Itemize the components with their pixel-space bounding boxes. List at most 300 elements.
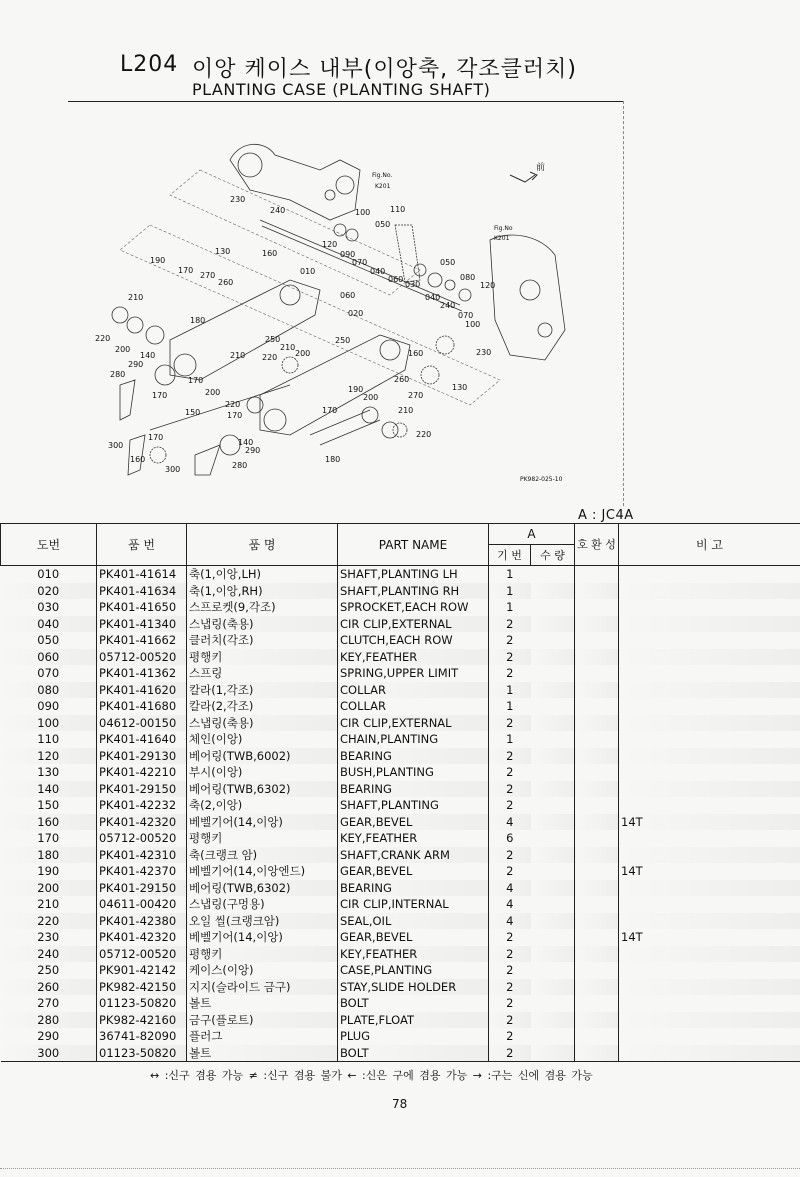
cell-empty	[531, 1028, 575, 1045]
svg-text:170: 170	[152, 391, 168, 400]
svg-text:210: 210	[398, 406, 414, 415]
cell-no: 130	[1, 764, 97, 781]
cell-name-en: KEY,FEATHER	[338, 946, 489, 963]
cell-remarks	[619, 880, 800, 897]
cell-qty: 2	[506, 1029, 514, 1043]
cell-no: 240	[1, 946, 97, 963]
cell-empty	[575, 748, 619, 765]
cell-name-kr: 평행키	[187, 946, 338, 963]
cell-empty	[575, 632, 619, 649]
cell-empty	[575, 665, 619, 682]
cell-empty	[575, 847, 619, 864]
page-number: 78	[392, 1097, 408, 1111]
cell-remarks	[619, 616, 800, 633]
cell-qty: 6	[506, 831, 514, 845]
cell-name-kr: 평행키	[187, 649, 338, 666]
cell-empty	[575, 995, 619, 1012]
cell-part-no: PK982-42150	[97, 979, 187, 996]
cell-empty	[575, 715, 619, 732]
interchange-legend: ↔ :신구 겸용 가능 ≠ :신구 겸용 불가 ← :신은 구에 겸용 가능 → :구는 신에 겸용 가능	[150, 1069, 593, 1082]
cell-name-en: SHAFT,CRANK ARM	[338, 847, 489, 864]
cell-name-en: KEY,FEATHER	[338, 649, 489, 666]
table-row	[1, 616, 800, 633]
cell-remarks	[619, 698, 800, 715]
cell-no: 290	[1, 1028, 97, 1045]
cell-part-no: 01123-50820	[97, 995, 187, 1012]
cell-no: 190	[1, 863, 97, 880]
cell-name-en: CIR CLIP,EXTERNAL	[338, 616, 489, 633]
cell-name-kr: 베어링(TWB,6002)	[187, 748, 338, 765]
figno-label-2: Fig.No	[494, 225, 513, 232]
cell-empty	[531, 946, 575, 963]
cell-name-kr: 스냅링(축용)	[187, 715, 338, 732]
header-item-no: 도번	[1, 524, 97, 566]
table-row	[1, 731, 800, 748]
svg-text:090: 090	[340, 250, 356, 259]
cell-empty	[575, 1028, 619, 1045]
cell-qty: 2	[489, 649, 531, 666]
cell-name-kr: 플러그	[187, 1028, 338, 1045]
svg-text:060: 060	[388, 275, 404, 284]
cell-no: 100	[1, 715, 97, 732]
cell-name-kr: 평행키	[187, 830, 338, 847]
svg-text:250: 250	[335, 336, 351, 345]
figno-ref-2: K201	[494, 235, 510, 242]
cell-name-en: BEARING	[338, 880, 489, 897]
table-row	[1, 1028, 800, 1045]
cell-part-no: 05712-00520	[97, 649, 187, 666]
cell-remarks: 14T	[619, 814, 800, 831]
cell-empty	[575, 896, 619, 913]
svg-text:140: 140	[238, 438, 254, 447]
cell-part-no: PK401-42370	[97, 863, 187, 880]
cell-no: 120	[1, 748, 97, 765]
cell-empty	[575, 616, 619, 633]
cell-no: 070	[1, 665, 97, 682]
svg-text:290: 290	[245, 446, 261, 455]
cell-qty: 2	[489, 748, 531, 765]
table-row	[1, 748, 800, 765]
cell-empty	[531, 995, 575, 1012]
table-row	[1, 880, 800, 897]
cell-remarks	[619, 583, 800, 600]
cell-empty	[575, 814, 619, 831]
svg-text:200: 200	[363, 393, 379, 402]
cell-part-no: PK401-42380	[97, 913, 187, 930]
svg-text:130: 130	[452, 383, 468, 392]
table-row	[1, 929, 800, 946]
cell-name-kr: 지지(슬라이드 금구)	[187, 979, 338, 996]
svg-text:240: 240	[270, 206, 286, 215]
cell-no: 300	[1, 1045, 97, 1062]
cell-qty: 2	[489, 1012, 531, 1029]
cell-name-kr: 칼라(1,각조)	[187, 682, 338, 699]
figno-label-1: Fig.No.	[372, 172, 393, 179]
cell-part-no: PK401-41650	[97, 599, 187, 616]
cell-no: 160	[1, 814, 97, 831]
cell-qty: 4	[489, 814, 531, 831]
cell-empty	[575, 979, 619, 996]
cell-empty	[531, 781, 575, 798]
table-row	[1, 797, 800, 814]
cell-name-en: BOLT	[338, 995, 489, 1012]
cell-name-kr: 축(1,이앙,RH)	[187, 583, 338, 600]
cell-empty	[531, 682, 575, 699]
svg-text:280: 280	[110, 370, 126, 379]
cell-remarks	[619, 979, 800, 996]
cell-empty	[531, 1045, 575, 1062]
table-row	[1, 682, 800, 699]
cell-name-kr: 축(2,이앙)	[187, 797, 338, 814]
cell-empty	[575, 913, 619, 930]
svg-text:070: 070	[352, 258, 368, 267]
cell-qty: 2	[506, 765, 514, 779]
table-row	[1, 896, 800, 913]
cell-name-kr: 축(1,이앙,LH)	[187, 566, 338, 583]
cell-name-en: BEARING	[338, 781, 489, 798]
cell-name-kr: 베어링(TWB,6302)	[187, 781, 338, 798]
cell-part-no: 04611-00420	[97, 896, 187, 913]
cell-empty	[531, 764, 575, 781]
cell-name-en: SHAFT,PLANTING LH	[338, 566, 489, 583]
table-row	[1, 1045, 800, 1062]
cell-qty: 2	[506, 666, 514, 680]
cell-no: 050	[1, 632, 97, 649]
svg-text:180: 180	[325, 455, 341, 464]
cell-qty: 2	[506, 963, 514, 977]
table-row	[1, 566, 800, 583]
cell-name-kr: 볼트	[187, 1045, 338, 1062]
svg-text:140: 140	[140, 351, 156, 360]
parts-table-body	[1, 566, 800, 1062]
header-divider	[68, 101, 624, 102]
svg-text:240: 240	[440, 301, 456, 310]
cell-empty	[531, 830, 575, 847]
cell-name-en: SPROCKET,EACH ROW	[338, 599, 489, 616]
svg-text:190: 190	[348, 385, 364, 394]
cell-empty	[531, 929, 575, 946]
cell-name-en: KEY,FEATHER	[338, 830, 489, 847]
svg-text:200: 200	[295, 349, 311, 358]
cell-name-en: SHAFT,PLANTING RH	[338, 583, 489, 600]
table-row	[1, 781, 800, 798]
table-row	[1, 979, 800, 996]
cell-part-no: PK401-42232	[97, 797, 187, 814]
parts-table	[0, 523, 800, 1062]
cell-remarks	[619, 1012, 800, 1029]
header-interchange: 호 환 성	[575, 524, 619, 566]
cell-empty	[575, 731, 619, 748]
figno-ref-1: K201	[375, 183, 391, 190]
cell-no: 010	[1, 566, 97, 583]
cell-name-en: GEAR,BEVEL	[338, 929, 489, 946]
cell-empty	[531, 748, 575, 765]
cell-name-kr: 부시(이앙)	[187, 764, 338, 781]
svg-text:170: 170	[188, 376, 204, 385]
table-row	[1, 599, 800, 616]
table-row	[1, 962, 800, 979]
cell-qty: 2	[506, 996, 514, 1010]
cell-name-kr: 스냅링(구멍용)	[187, 896, 338, 913]
svg-text:170: 170	[178, 266, 194, 275]
cell-no: 200	[1, 880, 97, 897]
cell-name-kr: 베벨기어(14,이앙)	[187, 929, 338, 946]
table-row	[1, 830, 800, 847]
cell-empty	[575, 583, 619, 600]
cell-no: 220	[1, 913, 97, 930]
cell-empty	[531, 913, 575, 930]
table-row	[1, 995, 800, 1012]
cell-empty	[531, 979, 575, 996]
cell-part-no: PK401-41640	[97, 731, 187, 748]
svg-text:230: 230	[230, 195, 246, 204]
cell-no: 080	[1, 682, 97, 699]
diagram-reference-code: PK982-025-10	[520, 476, 563, 483]
section-code: L204	[120, 52, 179, 77]
svg-text:220: 220	[416, 430, 432, 439]
cell-remarks	[619, 781, 800, 798]
table-row	[1, 649, 800, 666]
cell-qty: 4	[489, 913, 531, 930]
cell-no: 140	[1, 781, 97, 798]
cell-qty: 1	[506, 600, 514, 614]
svg-text:100: 100	[355, 208, 371, 217]
header-qty-basic: 기 번	[489, 545, 531, 566]
cell-name-kr: 베어링(TWB,6302)	[187, 880, 338, 897]
cell-empty	[531, 962, 575, 979]
svg-text:040: 040	[425, 293, 441, 302]
cell-part-no: 36741-82090	[97, 1028, 187, 1045]
cell-empty	[531, 847, 575, 864]
cell-remarks	[619, 731, 800, 748]
cell-part-no: PK401-41614	[97, 566, 187, 583]
cell-name-en: COLLAR	[338, 682, 489, 699]
cell-empty	[531, 715, 575, 732]
svg-text:010: 010	[300, 267, 316, 276]
cell-empty	[531, 583, 575, 600]
cell-name-en: BUSH,PLANTING	[338, 764, 489, 781]
svg-text:160: 160	[130, 455, 146, 464]
svg-text:210: 210	[280, 343, 296, 352]
cell-part-no: PK401-41680	[97, 698, 187, 715]
cell-part-no: PK401-29130	[97, 748, 187, 765]
cell-empty	[531, 814, 575, 831]
exploded-parts-diagram	[90, 130, 600, 490]
table-row	[1, 632, 800, 649]
cell-remarks	[619, 962, 800, 979]
cell-name-kr: 스프링	[187, 665, 338, 682]
cell-empty	[575, 566, 619, 583]
cell-remarks	[619, 665, 800, 682]
cell-qty: 1	[489, 583, 531, 600]
cell-qty: 4	[506, 897, 514, 911]
svg-text:300: 300	[165, 465, 181, 474]
svg-text:160: 160	[408, 349, 424, 358]
svg-text:290: 290	[128, 360, 144, 369]
cell-empty	[531, 896, 575, 913]
cell-part-no: PK401-41662	[97, 632, 187, 649]
cell-no: 170	[1, 830, 97, 847]
cell-part-no: PK401-41620	[97, 682, 187, 699]
cell-qty: 1	[489, 682, 531, 699]
svg-text:220: 220	[95, 334, 111, 343]
cell-name-en: CIR CLIP,INTERNAL	[338, 896, 489, 913]
svg-text:050: 050	[440, 258, 456, 267]
cell-empty	[531, 616, 575, 633]
cell-name-en: GEAR,BEVEL	[338, 814, 489, 831]
cell-qty: 2	[489, 616, 531, 633]
header-group-a: A	[489, 524, 575, 545]
svg-text:270: 270	[200, 271, 216, 280]
cell-no: 210	[1, 896, 97, 913]
svg-text:260: 260	[394, 375, 410, 384]
cell-empty	[531, 880, 575, 897]
cell-remarks	[619, 715, 800, 732]
cell-empty	[575, 863, 619, 880]
cell-name-kr: 체인(이앙)	[187, 731, 338, 748]
cell-qty: 2	[489, 715, 531, 732]
table-row	[1, 1012, 800, 1029]
cell-name-en: PLATE,FLOAT	[338, 1012, 489, 1029]
cell-no: 040	[1, 616, 97, 633]
cell-empty	[531, 632, 575, 649]
svg-text:170: 170	[322, 406, 338, 415]
cell-name-kr: 케이스(이앙)	[187, 962, 338, 979]
cell-remarks	[619, 797, 800, 814]
cell-qty: 2	[506, 864, 514, 878]
cell-qty: 4	[489, 880, 531, 897]
svg-text:120: 120	[322, 240, 338, 249]
model-note: A : JC4A	[578, 508, 634, 523]
table-row	[1, 863, 800, 880]
header-remarks: 비 고	[619, 524, 800, 566]
header-name-en: PART NAME	[338, 524, 489, 566]
svg-text:120: 120	[480, 281, 496, 290]
cell-empty	[531, 731, 575, 748]
cell-name-en: PLUG	[338, 1028, 489, 1045]
cell-part-no: PK401-42320	[97, 814, 187, 831]
cell-part-no: 01123-50820	[97, 1045, 187, 1062]
cell-no: 030	[1, 599, 97, 616]
cell-remarks	[619, 682, 800, 699]
bottom-edge	[0, 1168, 800, 1169]
cell-name-kr: 스프로켓(9,각조)	[187, 599, 338, 616]
cell-name-kr: 베벨기어(14,이앙엔드)	[187, 863, 338, 880]
cell-no: 250	[1, 962, 97, 979]
cell-no: 230	[1, 929, 97, 946]
svg-text:070: 070	[458, 311, 474, 320]
cell-part-no: PK401-42320	[97, 929, 187, 946]
svg-text:300: 300	[108, 441, 124, 450]
cell-qty: 2	[506, 930, 514, 944]
svg-text:270: 270	[408, 391, 424, 400]
cell-name-en: GEAR,BEVEL	[338, 863, 489, 880]
cell-no: 060	[1, 649, 97, 666]
cell-remarks	[619, 1045, 800, 1062]
svg-text:150: 150	[185, 408, 201, 417]
cell-remarks	[619, 632, 800, 649]
cell-empty	[575, 929, 619, 946]
cell-empty	[531, 566, 575, 583]
cell-empty	[531, 649, 575, 666]
cell-name-kr: 오일 씰(크랭크암)	[187, 913, 338, 930]
cell-qty: 1	[506, 732, 514, 746]
cell-name-en: CIR CLIP,EXTERNAL	[338, 715, 489, 732]
cell-no: 150	[1, 797, 97, 814]
cell-part-no: PK401-41634	[97, 583, 187, 600]
cell-name-en: SPRING,UPPER LIMIT	[338, 665, 489, 682]
cell-remarks	[619, 649, 800, 666]
cell-remarks	[619, 847, 800, 864]
svg-text:250: 250	[265, 335, 281, 344]
cell-name-kr: 금구(플로트)	[187, 1012, 338, 1029]
table-row	[1, 665, 800, 682]
svg-text:190: 190	[150, 256, 166, 265]
cell-empty	[575, 649, 619, 666]
cell-name-en: BEARING	[338, 748, 489, 765]
cell-name-en: STAY,SLIDE HOLDER	[338, 979, 489, 996]
svg-text:280: 280	[232, 461, 248, 470]
svg-text:130: 130	[215, 247, 231, 256]
cell-no: 090	[1, 698, 97, 715]
svg-text:020: 020	[348, 309, 364, 318]
svg-text:210: 210	[230, 351, 246, 360]
svg-text:060: 060	[340, 291, 356, 300]
cell-empty	[575, 830, 619, 847]
cell-part-no: PK401-29150	[97, 880, 187, 897]
cell-part-no: PK901-42142	[97, 962, 187, 979]
cell-part-no: PK401-29150	[97, 781, 187, 798]
cell-name-kr: 스냅링(축용)	[187, 616, 338, 633]
cell-name-en: BOLT	[338, 1045, 489, 1062]
cell-remarks: 14T	[621, 864, 643, 878]
cell-empty	[575, 797, 619, 814]
cell-no: 270	[1, 995, 97, 1012]
svg-text:160: 160	[262, 249, 278, 258]
cell-name-en: CHAIN,PLANTING	[338, 731, 489, 748]
table-row	[1, 847, 800, 864]
cell-name-en: COLLAR	[338, 698, 489, 715]
cell-name-en: SEAL,OIL	[338, 913, 489, 930]
cell-no: 110	[1, 731, 97, 748]
cell-empty	[575, 599, 619, 616]
cell-qty: 2	[506, 798, 514, 812]
table-row	[1, 946, 800, 963]
cell-name-en: SHAFT,PLANTING	[338, 797, 489, 814]
cell-empty	[575, 682, 619, 699]
cell-name-kr: 볼트	[187, 995, 338, 1012]
cell-empty	[575, 781, 619, 798]
header-part-no: 품 번	[97, 524, 187, 566]
cell-remarks	[619, 946, 800, 963]
table-row	[1, 715, 800, 732]
svg-text:170: 170	[148, 433, 164, 442]
svg-text:180: 180	[190, 316, 206, 325]
table-row	[1, 698, 800, 715]
table-row	[1, 913, 800, 930]
cell-remarks	[619, 830, 800, 847]
cell-no: 280	[1, 1012, 97, 1029]
cell-qty: 2	[489, 979, 531, 996]
cell-empty	[531, 599, 575, 616]
svg-text:210: 210	[128, 293, 144, 302]
cell-remarks	[619, 913, 800, 930]
cell-empty	[531, 1012, 575, 1029]
cell-empty	[531, 863, 575, 880]
svg-text:040: 040	[370, 267, 386, 276]
cell-part-no: PK982-42160	[97, 1012, 187, 1029]
cell-qty: 2	[489, 946, 531, 963]
